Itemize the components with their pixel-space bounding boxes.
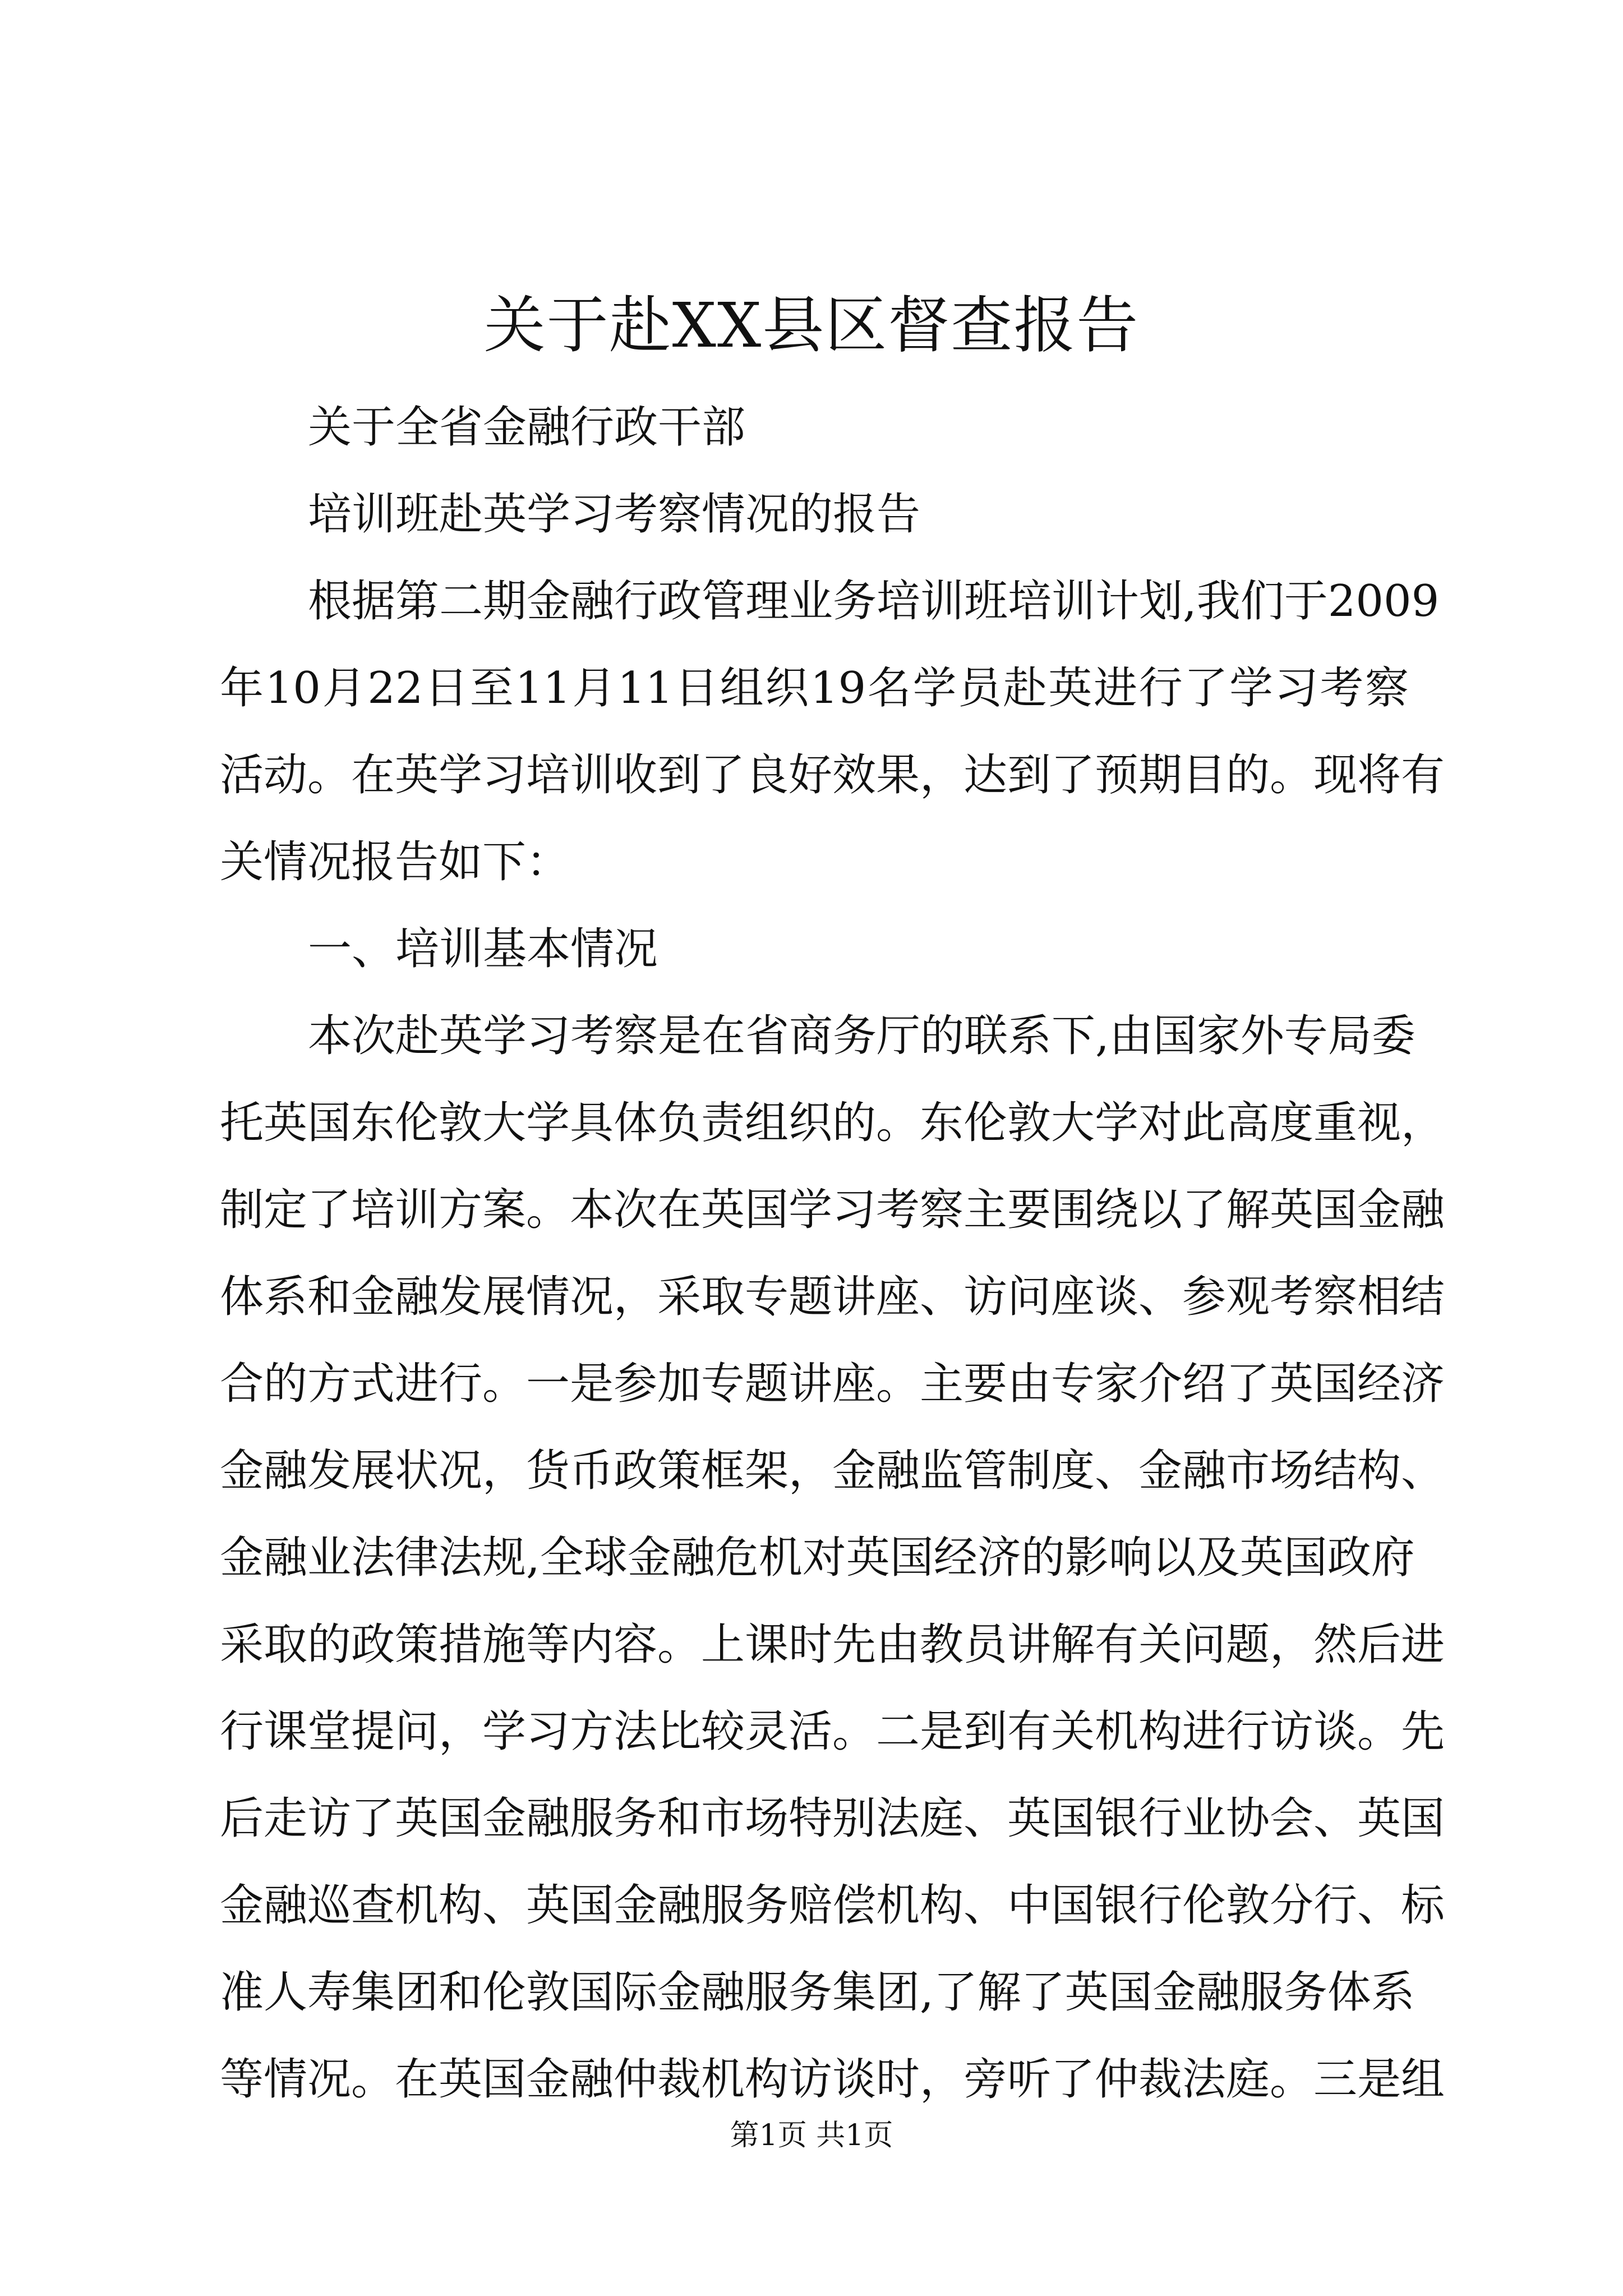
document-body	[220, 384, 1445, 2123]
subtitle-line-1: 关于全省金融行政干部	[308, 402, 746, 453]
paragraph-line: 等情况。在英国金融仲裁机构访谈时，旁听了仲裁法庭。三是组	[220, 2054, 1445, 2105]
paragraph-line: 年10月22日至11月11日组织19名学员赴英进行了学习考察	[220, 663, 1409, 714]
paragraph-line: 活动。在英学习培训收到了良好效果，达到了预期目的。现将有	[220, 750, 1445, 800]
paragraph-line: 金融发展状况，货币政策框架，金融监管制度、金融市场结构、	[220, 1446, 1445, 1496]
paragraph-line: 关情况报告如下：	[220, 837, 570, 887]
section-heading: 一、培训基本情况	[308, 924, 658, 974]
paragraph-line: 制定了培训方案。本次在英国学习考察主要围绕以了解英国金融	[220, 1185, 1445, 1235]
paragraph-line: 行课堂提问，学习方法比较灵活。二是到有关机构进行访谈。先	[220, 1706, 1445, 1757]
page-footer: 第1页 共1页	[730, 2119, 893, 2152]
paragraph-line: 金融业法律法规,全球金融危机对英国经济的影响以及英国政府	[220, 1533, 1415, 1583]
document-title: 关于赴XX县区督查报告	[483, 289, 1140, 361]
paragraph-line: 根据第二期金融行政管理业务培训班培训计划,我们于2009	[308, 576, 1440, 627]
subtitle-line-2: 培训班赴英学习考察情况的报告	[308, 489, 921, 540]
paragraph-line: 采取的政策措施等内容。上课时先由教员讲解有关问题，然后进	[220, 1619, 1445, 1670]
paragraph-line: 本次赴英学习考察是在省商务厅的联系下,由国家外专局委	[308, 1011, 1415, 1061]
paragraph-line: 后走访了英国金融服务和市场特别法庭、英国银行业协会、英国	[220, 1793, 1445, 1844]
paragraph-line: 托英国东伦敦大学具体负责组织的。东伦敦大学对此高度重视，	[220, 1098, 1445, 1148]
paragraph-line: 金融巡查机构、英国金融服务赔偿机构、中国银行伦敦分行、标	[220, 1880, 1445, 1931]
paragraph-line: 体系和金融发展情况，采取专题讲座、访问座谈、参观考察相结	[220, 1272, 1445, 1322]
paragraph-line: 合的方式进行。一是参加专题讲座。主要由专家介绍了英国经济	[220, 1359, 1445, 1409]
paragraph-line: 准人寿集团和伦敦国际金融服务集团,了解了英国金融服务体系	[220, 1967, 1415, 2018]
